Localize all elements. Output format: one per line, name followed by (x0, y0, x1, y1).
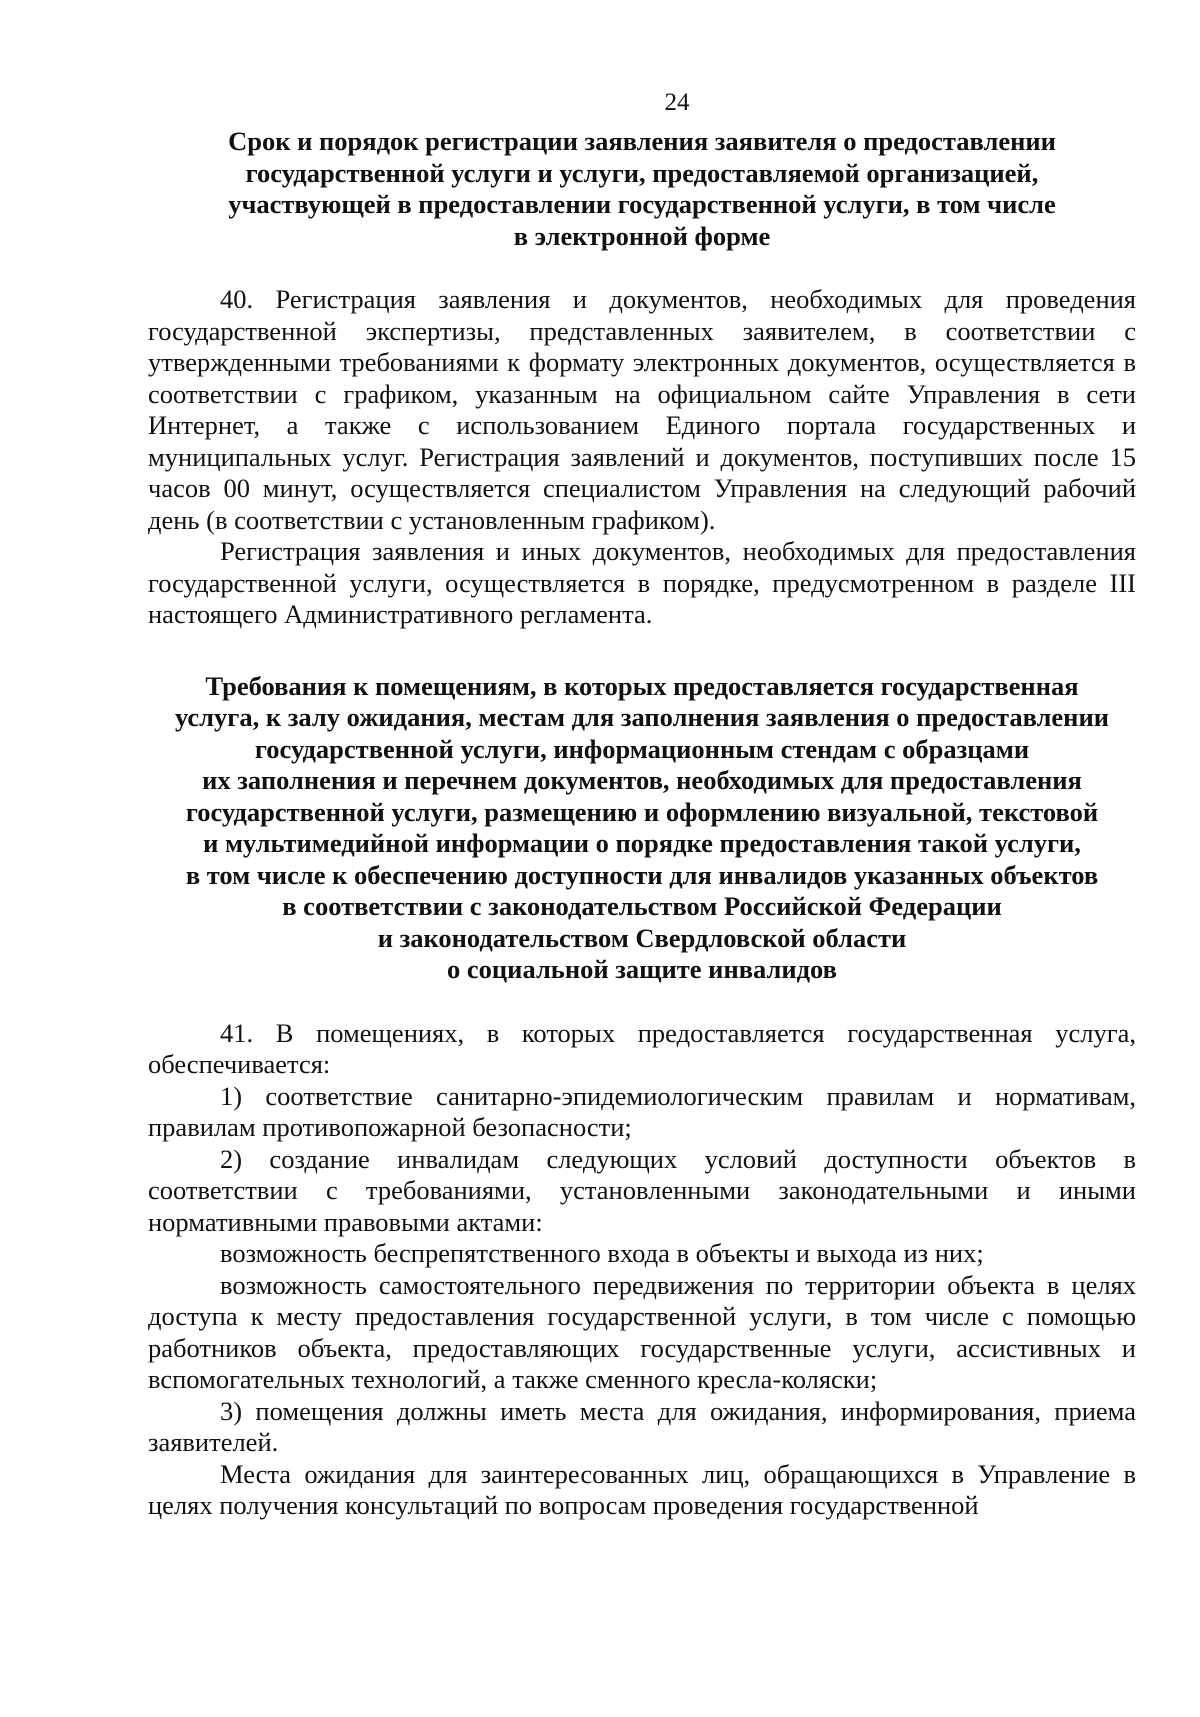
page-number: 24 (664, 89, 690, 116)
section-heading-registration (148, 126, 1136, 252)
heading-line: и мультимедийной информации о порядке предоставления такой услуги, (203, 828, 1081, 858)
document-page (148, 88, 1136, 1522)
paragraph-40: 40. Регистрация заявления и документов, необходимых для проведения государственной экспертизы, представленных заявителем, в соответствии с утвержденными требованиями к формату электронных документов, осуществляется в соответствии с графиком, указанным на официальном сайте Управления в сети Интернет, а также с использованием Единого портала государственных и муниципальных услуг. Регистрация заявлений и документов, поступивших после 15 часов 00 минут, осуществляется специалистом Управления на следующий рабочий день (в соответствии с установленным графиком). (148, 284, 1136, 535)
list-item-2-accessibility: 2) создание инвалидам следующих условий доступности объектов в соответствии с требованиями, установленными законодательными и иными нормативными правовыми актами: (148, 1143, 1136, 1237)
heading-line: государственной услуги, размещению и оформлению визуальной, текстовой (185, 796, 1099, 827)
spacer (148, 986, 1136, 1018)
heading-line: услуга, к залу ожидания, местам для заполнения заявления о предоставлении (174, 702, 1109, 732)
heading-line: участвующей в предоставлении государственной услуги, в том числе (228, 189, 1056, 219)
list-item-1-sanitary: 1) соответствие санитарно-эпидемиологическим правилам и нормативам, правилам противопожарной безопасности; (148, 1080, 1136, 1142)
paragraph-waiting-places: Места ожидания для заинтересованных лиц, обращающихся в Управление в целях получения консультаций по вопросам проведения государственной (148, 1458, 1136, 1520)
heading-line: и законодательством Свердловской области (377, 922, 907, 953)
spacer (148, 631, 1136, 671)
paragraph-41: 41. В помещениях, в которых предоставляется государственная услуга, обеспечивается: (148, 1017, 1136, 1079)
heading-line: государственной услуги, информационным стендам с образцами (254, 733, 1030, 764)
spacer (148, 252, 1136, 284)
heading-line: о социальной защите инвалидов (447, 954, 837, 984)
list-item-3-waiting-places: 3) помещения должны иметь места для ожидания, информирования, приема заявителей. (148, 1395, 1136, 1457)
heading-line: Срок и порядок регистрации заявления заявителя о предоставлении (228, 126, 1056, 156)
heading-line: Требования к помещениям, в которых предоставляется государственная (205, 670, 1079, 701)
heading-line: государственной услуги и услуги, предоставляемой организацией, (245, 157, 1039, 188)
subitem-entry-exit: возможность беспрепятственного входа в объекты и выхода из них; (220, 1238, 984, 1268)
heading-line: в соответствии с законодательством Российской Федерации (282, 891, 1002, 921)
heading-line: в электронной форме (513, 220, 771, 251)
heading-line: в том числе к обеспечению доступности для инвалидов указанных объектов (185, 859, 1099, 890)
section-heading-premises-requirements (148, 671, 1136, 986)
subitem-movement: возможность самостоятельного передвижения по территории объекта в целях доступа к месту предоставления государственной услуги, в том числе с помощью работников объекта, предоставляющих государственные услуги, ассистивных и вспомогательных технологий, а также сменного кресла-коляски; (148, 1269, 1136, 1394)
paragraph-registration-order: Регистрация заявления и иных документов, необходимых для предоставления государственной услуги, осуществляется в порядке, предусмотренном в разделе III настоящего Административного регламента. (148, 536, 1136, 629)
heading-line: их заполнения и перечнем документов, необходимых для предоставления (202, 765, 1082, 795)
